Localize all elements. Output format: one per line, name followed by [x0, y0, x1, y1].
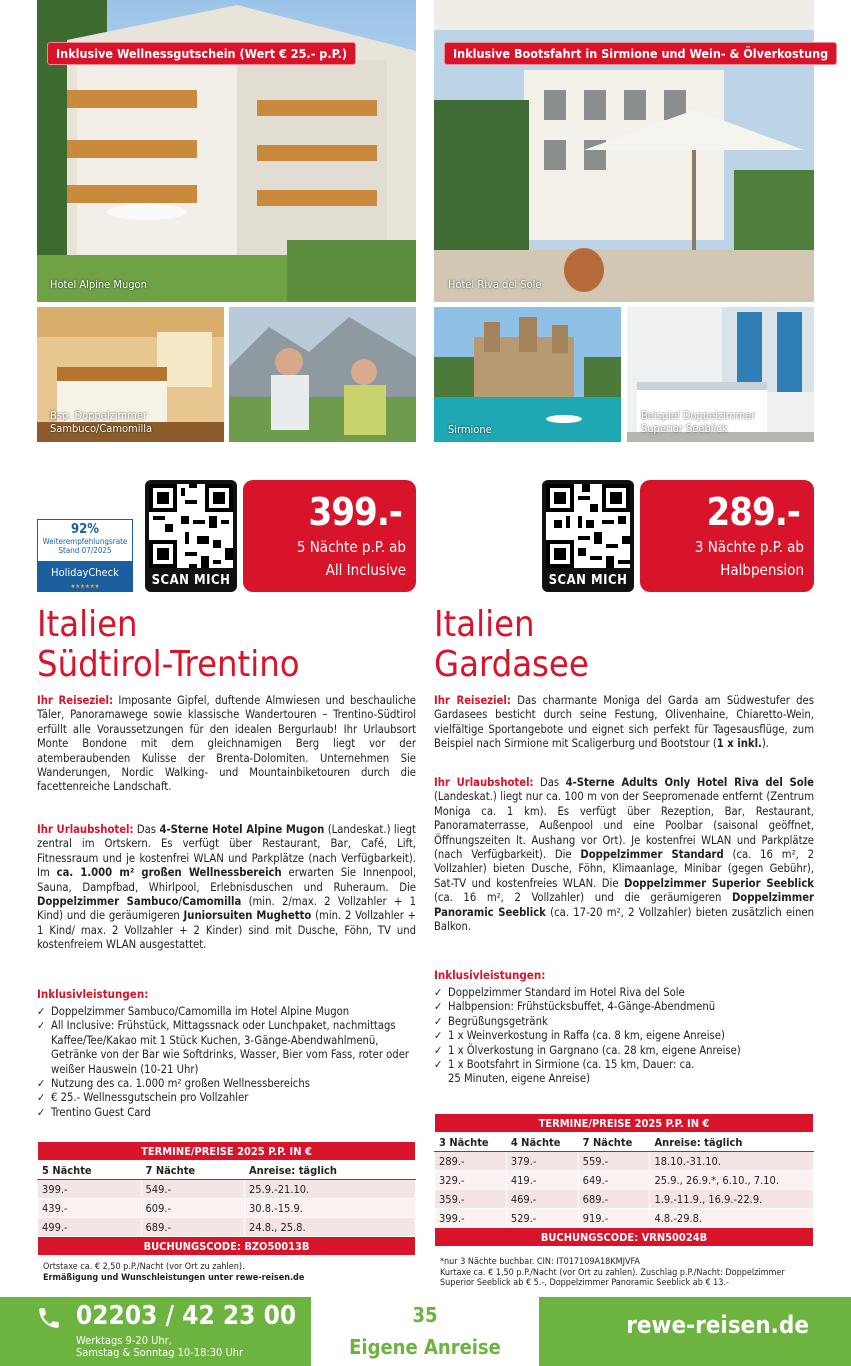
hours-weekday: Werktags 9-20 Uhr,	[76, 1334, 172, 1347]
table-row: 499.- 689.- 24.8., 25.8.	[38, 1218, 416, 1237]
list-item: ✓ 1 x Weinverkostung in Raffa (ca. 8 km, eigene Anreise)	[434, 1029, 814, 1043]
left-title-region: Südtirol-Trentino	[37, 644, 300, 685]
right-price-board: Halbpension	[720, 561, 804, 579]
left-inclusive-heading: Inklusivleistungen:	[37, 987, 149, 1001]
left-title-country: Italien	[37, 604, 138, 645]
list-item: ✓ Begrüßungsgetränk	[434, 1015, 814, 1029]
table-row: 289.- 379.- 559.- 18.10.-31.10.	[435, 1152, 814, 1171]
left-offer-badge: Inklusive Wellnessgutschein (Wert € 25.- p.P.)	[47, 42, 356, 65]
table-title: TERMINE/PREISE 2025 P.P. IN €	[38, 1142, 416, 1161]
recommendation-date: Stand 07/2025	[58, 546, 112, 555]
left-couple-photo	[229, 307, 416, 442]
list-item: ✓ € 25.- Wellnessgutschein pro Vollzahler	[37, 1091, 416, 1105]
left-destination-text: Ihr Reiseziel: Imposante Gipfel, duftende Almwiesen und beschauliche Täler, Panoramawege sowie klassische Wandertouren – Trentino-Südtirol erfüllt alle Voraussetzungen für den idealen Bergurlaub! Ihr Urlaubsort Monte Bondone mit dem gleichnamigen Berg liegt vor der atemberaubenden Kulisse der Brenta-Dolomiten. Unternehmen Sie Wanderungen, Nordic Walking- und Mountainbiketouren durch die facettenreiche Landschaft.	[37, 694, 417, 794]
right-inclusive-list	[434, 986, 814, 1087]
right-room-caption: Beispiel Doppelzimmer Superior Seeblick	[641, 409, 756, 435]
page-number: 35	[412, 1303, 438, 1327]
qr-code-icon	[149, 484, 233, 568]
table-row: 359.- 469.- 689.- 1.9.-11.9., 16.9.-22.9.	[435, 1190, 814, 1209]
recommendation-percent: 92%	[71, 522, 99, 537]
right-notes: *nur 3 Nächte buchbar. CIN: IT017109A18KMJVFA Kurtaxe ca. € 1,50 p.P./Nacht (vor Ort zu zahlen). Zuschlag p.P./Nacht: Doppelzimmer Superior Seeblick ab € 5.-, Doppelzimmer Panoramic Seeblick ab € 13.-	[440, 1257, 785, 1288]
table-header: 4 Nächte	[506, 1133, 578, 1152]
right-destination-text: Ihr Reiseziel: Das charmante Moniga del Garda am Südwestufer des Gardasees besticht durch seine Festung, Olivenhaine, Chiaretto-Wein, vielfältige Sportangebote und eignet sich perfekt für Tagesausflüge, zum Beispiel nach Sirmione mit Scaligerburg und Bootstour (1 x inkl.).	[434, 694, 814, 751]
footer-phone-panel[interactable]	[0, 1297, 311, 1366]
list-item: ✓ 1 x Ölverkostung in Gargnano (ca. 28 km, eigene Anreise)	[434, 1044, 814, 1058]
table-header: 7 Nächte	[141, 1161, 245, 1180]
sirmione-caption: Sirmione	[448, 423, 492, 436]
sirmione-photo	[434, 307, 621, 442]
left-price-box[interactable]	[243, 480, 416, 592]
holidaycheck-badge[interactable]	[37, 519, 133, 592]
right-price: 289.-	[706, 490, 800, 534]
left-hotel-caption: Hotel Alpine Mugon	[50, 278, 147, 291]
right-scan-label: SCAN MICH	[548, 573, 628, 588]
qr-code-icon	[546, 484, 630, 568]
right-price-box[interactable]	[640, 480, 814, 592]
table-header: Anreise: täglich	[245, 1161, 416, 1180]
travel-mode: Eigene Anreise	[349, 1335, 501, 1359]
left-notes: Ortstaxe ca. € 2,50 p.P./Nacht (vor Ort zu zahlen). Ermäßigung und Wunschleistungen unter rewe-reisen.de	[43, 1262, 305, 1283]
booking-code: BUCHUNGSCODE: BZO50013B	[38, 1237, 416, 1256]
hours-weekend: Samstag & Sonntag 10-18:30 Uhr	[76, 1346, 244, 1359]
recommendation-label: Weiterempfehlungsrate	[42, 537, 128, 546]
table-row: 329.- 419.- 649.- 25.9., 26.9.*, 6.10., 7.10.	[435, 1171, 814, 1190]
footer-website-panel[interactable]	[539, 1297, 851, 1366]
left-price-table	[37, 1141, 416, 1256]
table-header: 7 Nächte	[578, 1133, 650, 1152]
list-item: ✓ All Inclusive: Frühstück, Mittagssnack oder Lunchpaket, nachmittags Kaffee/Tee/Kakao mit 1 Stück Kuchen, 3-Gänge-Abendwahlmenü, Getränke von der Bar wie Softdrinks, Wasser, Bier vom Fass, roter oder weißer Hauswein (10-21 Uhr)	[37, 1019, 416, 1077]
phone-number[interactable]: 02203 / 42 23 00	[76, 1301, 297, 1331]
right-offer-badge: Inklusive Bootsfahrt in Sirmione und Wein- & Ölverkostung	[444, 42, 837, 65]
left-inclusive-list	[37, 1005, 416, 1120]
left-hotel-text: Ihr Urlaubshotel: Das 4-Sterne Hotel Alpine Mugon (Landeskat.) liegt zentral im Ortskern. Es verfügt über Restaurant, Bar, Café, Lift, Fitnessraum und je kostenfrei WLAN und Parkplätze (nach Verfügbarkeit). Im ca. 1.000 m² großen Wellnessbereich erwarten Sie Innenpool, Sauna, Dampfbad, Whirlpool, Erlebnisduschen und Ruheraum. Die Doppelzimmer Sambuco/Camomilla (min. 2/max. 2 Vollzahler + 1 Kind) und die geräumigeren Juniorsuiten Mughetto (min. 2 Vollzahler + 1 Kind/ max. 2 Vollzahler + 2 Kinder) sind mit Dusche, Föhn, TV und kostenfreiem WLAN ausgestattet.	[37, 823, 417, 952]
left-scan-label: SCAN MICH	[151, 573, 231, 588]
table-row: 399.- 529.- 919.- 4.8.-29.8.	[435, 1209, 814, 1228]
left-qr-code[interactable]	[145, 480, 237, 592]
website-link[interactable]: rewe-reisen.de	[626, 1311, 809, 1339]
right-title-country: Italien	[434, 604, 535, 645]
phone-icon	[36, 1305, 62, 1331]
table-row: 439.- 609.- 30.8.-15.9.	[38, 1199, 416, 1218]
footer-page-info	[311, 1297, 539, 1366]
right-title-region: Gardasee	[434, 644, 589, 685]
holidaycheck-stars: ★★★★★★	[70, 583, 100, 590]
list-item: ✓ Nutzung des ca. 1.000 m² großen Wellnessbereichs	[37, 1077, 416, 1091]
left-price-board: All Inclusive	[325, 561, 406, 579]
right-price-nights: 3 Nächte p.P. ab	[694, 538, 804, 556]
right-qr-code[interactable]	[542, 480, 634, 592]
table-header: Anreise: täglich	[650, 1133, 814, 1152]
list-item: ✓ Trentino Guest Card	[37, 1106, 416, 1120]
left-price: 399.-	[308, 490, 402, 534]
list-item: ✓ Doppelzimmer Sambuco/Camomilla im Hotel Alpine Mugon	[37, 1005, 416, 1019]
list-item: ✓ Halbpension: Frühstücksbuffet, 4-Gänge-Abendmenü	[434, 1000, 814, 1014]
list-item: ✓ Doppelzimmer Standard im Hotel Riva del Sole	[434, 986, 814, 1000]
right-hotel-text: Ihr Urlaubshotel: Das 4-Sterne Adults Only Hotel Riva del Sole (Landeskat.) liegt nur ca. 100 m von der Seepromenade entfernt (Zentrum Moniga ca. 1 km). Es verfügt über Rezeption, Bar, Restaurant, Panoramaterrasse, Außenpool und eine Poolbar (saisonal geöffnet, Öffnungszeiten lt. Aushang vor Ort). Je kostenfrei WLAN und Parkplätze (nach Verfügbarkeit). Die Doppelzimmer Standard (ca. 16 m², 2 Vollzahler) bieten Dusche, Föhn, Klimaanlage, Minibar (gegen Gebühr), Sat-TV und kostenfreies WLAN. Die Doppelzimmer Superior Seeblick (ca. 16 m², 2 Vollzahler) und die geräumigeren Doppelzimmer Panoramic Seeblick (ca. 17-20 m², 2 Vollzahler) bieten zusätzlich einen Balkon.	[434, 776, 814, 934]
right-inclusive-heading: Inklusivleistungen:	[434, 968, 546, 982]
right-price-table	[434, 1113, 814, 1247]
holidaycheck-logo: HolidayCheck	[38, 561, 132, 591]
right-hotel-caption: Hotel Riva del Sole	[448, 278, 542, 291]
table-header: 3 Nächte	[435, 1133, 507, 1152]
table-title: TERMINE/PREISE 2025 P.P. IN €	[435, 1114, 814, 1133]
left-price-nights: 5 Nächte p.P. ab	[296, 538, 406, 556]
list-item: ✓ 1 x Bootsfahrt in Sirmione (ca. 15 km, Dauer: ca. 25 Minuten, eigene Anreise)	[434, 1058, 814, 1087]
left-room-caption: Bsp. Doppelzimmer Sambuco/Camomilla	[50, 409, 153, 435]
table-header: 5 Nächte	[38, 1161, 142, 1180]
table-row: 399.- 549.- 25.9.-21.10.	[38, 1180, 416, 1199]
booking-code: BUCHUNGSCODE: VRN50024B	[435, 1228, 814, 1247]
